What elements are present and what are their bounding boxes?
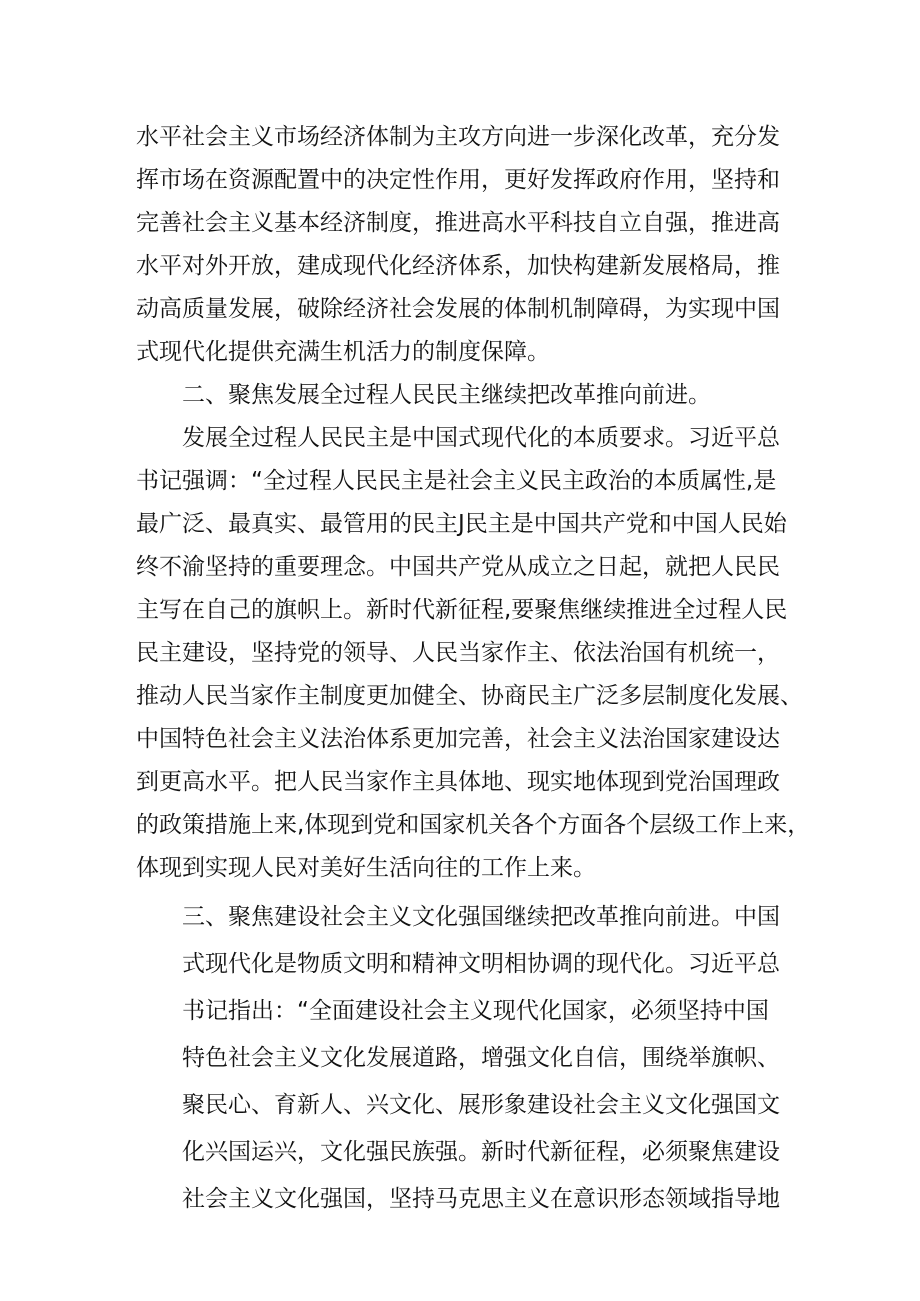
text-line: 式现代化是物质文明和精神文明相协调的现代化。习近平总 bbox=[182, 951, 780, 977]
text-line: 水平对外开放，建成现代化经济体系，加快构建新发展格局，推 bbox=[136, 253, 780, 279]
text-line: 挥市场在资源配置中的决定性作用，更好发挥政府作用，坚持和 bbox=[136, 167, 780, 193]
text-line: 社会主义文化强国，坚持马克思主义在意识形态领域指导地 bbox=[182, 1186, 780, 1212]
text-line: 到更高水平。把人民当家作主具体地、现实地体现到党治国理政 bbox=[136, 769, 780, 795]
text-line: 最广泛、最真实、最管用的民主J民主是中国共产党和中国人民始 bbox=[136, 511, 787, 537]
text-line: 体现到实现人民对美好生活向往的工作上来。 bbox=[136, 855, 596, 881]
text-line: 推动人民当家作主制度更加健全、协商民主广泛多层制度化发展、 bbox=[136, 683, 803, 709]
text-line: 化兴国运兴，文化强民族强。新时代新征程，必须聚焦建设 bbox=[182, 1139, 780, 1165]
text-line: 水平社会主义市场经济体制为主攻方向进一步深化改革，充分发 bbox=[136, 124, 780, 150]
section-heading: 三、聚焦建设社会主义文化强国继续把改革推向前进。中国 bbox=[182, 904, 780, 930]
text-line: 特色社会主义文化发展道路，增强文化自信，围绕举旗帜、 bbox=[182, 1045, 780, 1071]
text-line: 动高质量发展，破除经济社会发展的体制机制障碍，为实现中国 bbox=[136, 296, 780, 322]
text-line: 完善社会主义基本经济制度，推进高水平科技自立自强，推进高 bbox=[136, 210, 780, 236]
text-line: 发展全过程人民民主是中国式现代化的本质要求。习近平总 bbox=[182, 425, 780, 451]
text-line: 的政策措施上来,体现到党和国家机关各个方面各个层级工作上来， bbox=[136, 812, 811, 838]
text-line: 书记强调：“全过程人民民主是社会主义民主政治的本质属性,是 bbox=[136, 468, 777, 494]
text-line: 书记指出：“全面建设社会主义现代化国家，必须坚持中国 bbox=[182, 998, 769, 1024]
section-heading: 二、聚焦发展全过程人民民主继续把改革推向前进。 bbox=[182, 382, 711, 408]
text-line: 中国特色社会主义法治体系更加完善，社会主义法治国家建设达 bbox=[136, 726, 780, 752]
text-line: 民主建设，坚持党的领导、人民当家作主、依法治国有机统一， bbox=[136, 640, 780, 666]
text-line: 聚民心、育新人、兴文化、展形象建设社会主义文化强国文 bbox=[182, 1092, 780, 1118]
text-line: 终不渝坚持的重要理念。中国共产党从成立之日起，就把人民民 bbox=[136, 554, 780, 580]
text-line: 主写在自己的旗帜上。新时代新征程,要聚焦继续推进全过程人民 bbox=[136, 597, 788, 623]
text-line: 式现代化提供充满生机活力的制度保障。 bbox=[136, 339, 550, 365]
